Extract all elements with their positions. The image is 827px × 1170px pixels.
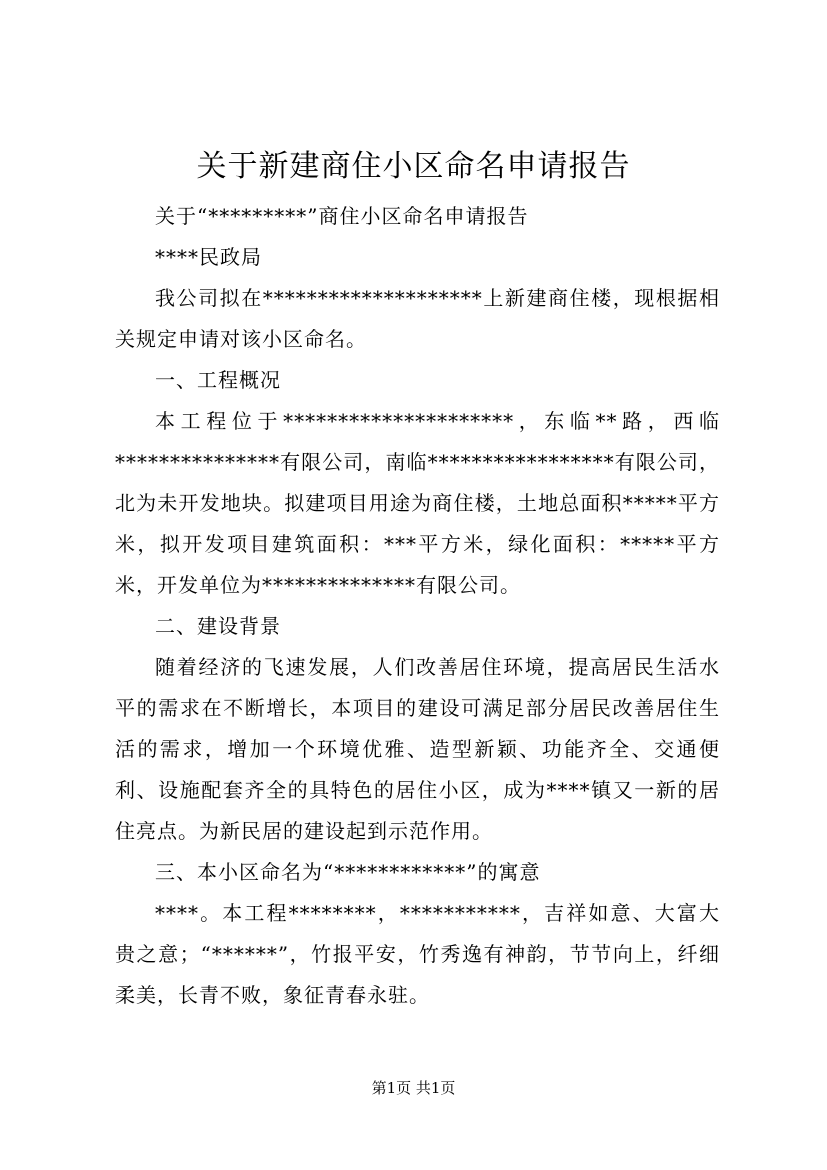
page-footer: 第1页 共1页 xyxy=(371,1079,456,1097)
section2-heading: 二、建设背景 xyxy=(155,614,281,638)
recipient: ****民政局 xyxy=(155,245,262,269)
section3-heading: 三、本小区命名为“************”的寓意 xyxy=(155,860,541,884)
section2-body: 随着经济的飞速发展，人们改善居住环境，提高居民生活水平的需求在不断增长，本项目的建设可满足部分居民改善居住生活的需求，增加一个环境优雅、造型新颖、功能齐全、交通便利、设施配套齐全的具特色的居住小区，成为****镇又一新的居住亮点。为新民居的建设起到示范作用。 xyxy=(115,655,720,843)
section3-body: ****。本工程********，***********，吉祥如意、大富大贵之意；“******”，竹报平安，竹秀逸有神韵，节节向上，纤细柔美，长青不败，象征青春永驻。 xyxy=(115,901,720,1007)
section1-body: 本工程位于*********************，东临**路，西临***************有限公司，南临*****************有限公司，北为未开发地块。拟建项目用途为商住楼，土地总面积*****平方米，拟开发项目建筑面积：***平方米，绿化面积：*****平方米，开发单位为**************有限公司。 xyxy=(115,409,720,597)
subtitle: 关于“*********”商住小区命名申请报告 xyxy=(155,204,529,228)
intro-paragraph: 我公司拟在********************上新建商住楼，现根据相关规定申请对该小区命名。 xyxy=(115,286,720,351)
section1-heading: 一、工程概况 xyxy=(155,368,281,392)
document-title: 关于新建商住小区命名申请报告 xyxy=(196,149,631,184)
